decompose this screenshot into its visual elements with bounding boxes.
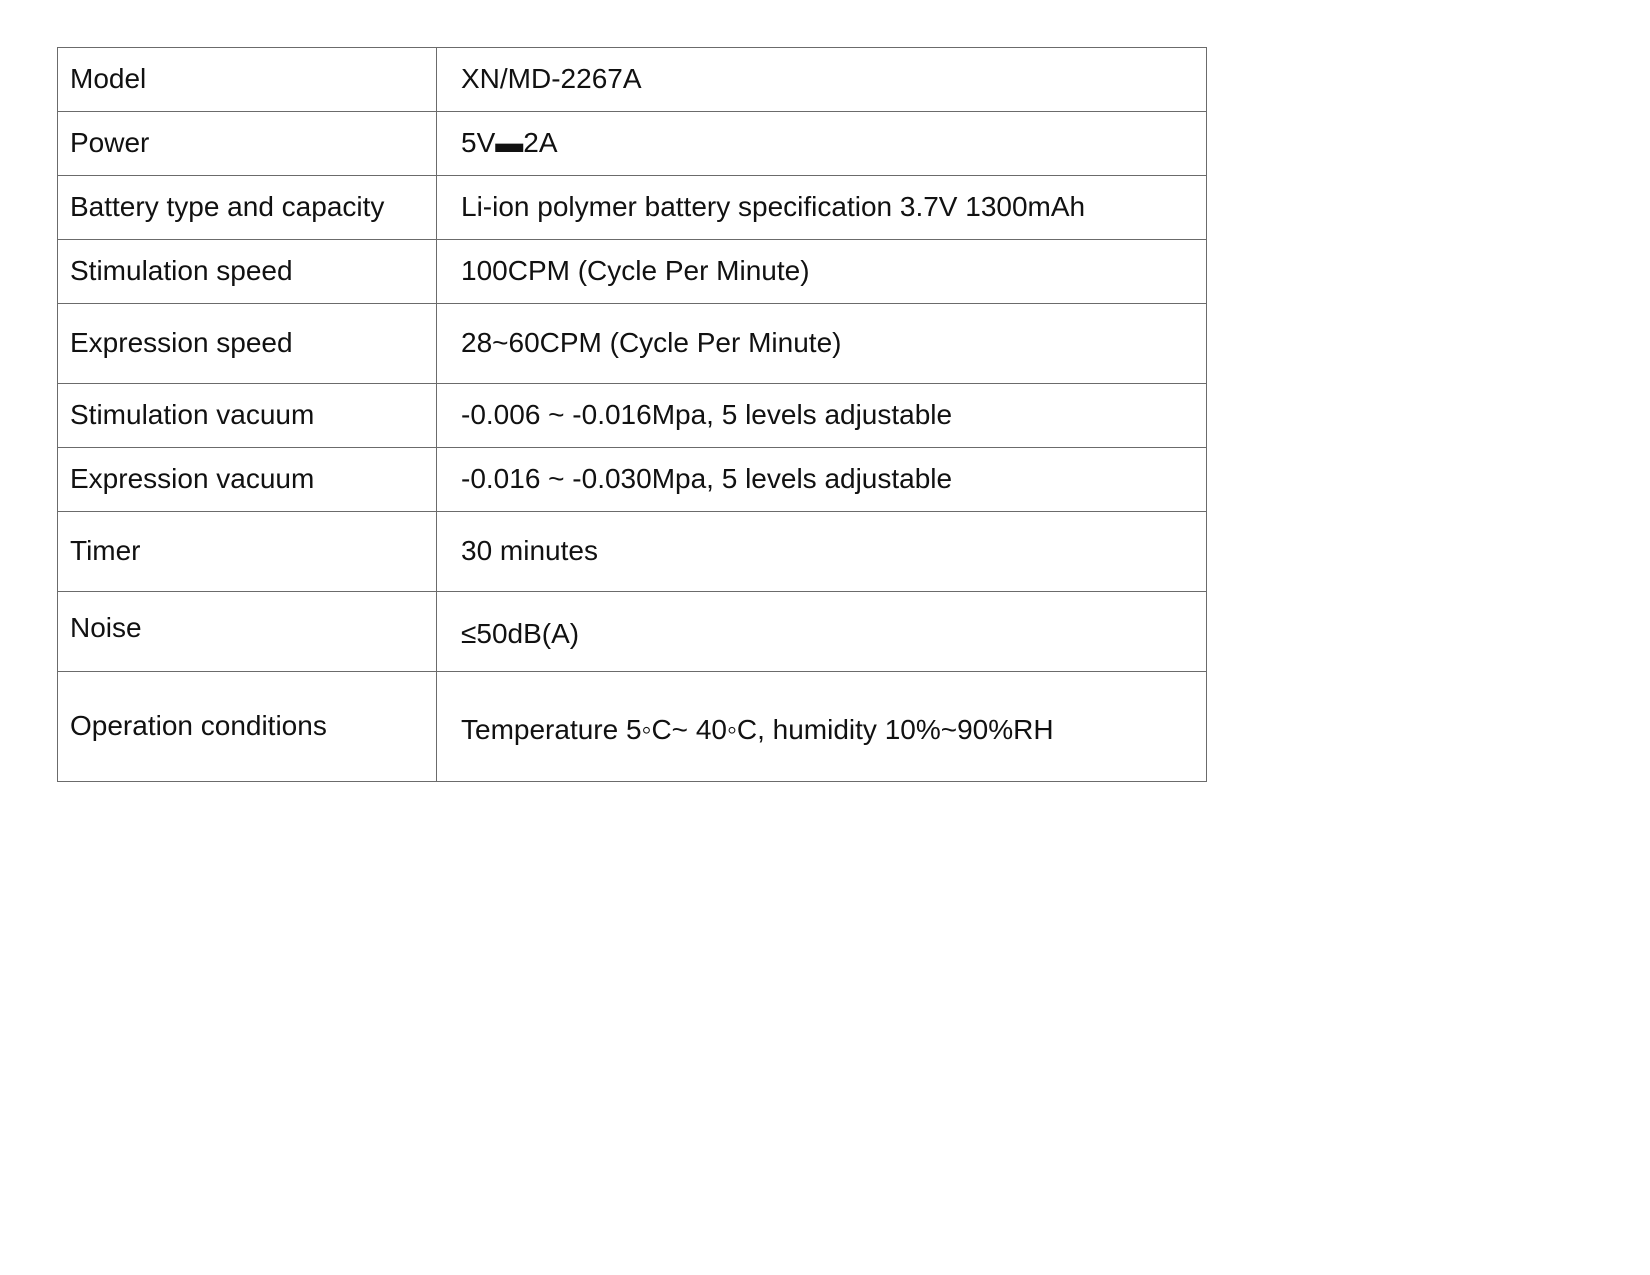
spec-value: 5V▬2A [437, 112, 1207, 176]
spec-label: Timer [58, 512, 437, 592]
spec-value: 100CPM (Cycle Per Minute) [437, 240, 1207, 304]
spec-value: XN/MD-2267A [437, 48, 1207, 112]
table-row [58, 512, 1207, 592]
spec-label: Expression vacuum [58, 448, 437, 512]
spec-label: Power [58, 112, 437, 176]
spec-label: Expression speed [58, 304, 437, 384]
table-row [58, 672, 1207, 782]
spec-label: Stimulation speed [58, 240, 437, 304]
spec-label: Model [58, 48, 437, 112]
spec-label: Noise [58, 592, 437, 672]
table-row [58, 176, 1207, 240]
table-row [58, 112, 1207, 176]
table-row [58, 304, 1207, 384]
table-row [58, 240, 1207, 304]
spec-value: -0.006 ~ -0.016Mpa, 5 levels adjustable [437, 384, 1207, 448]
spec-value: Temperature 5◦C~ 40◦C, humidity 10%~90%RH [437, 672, 1207, 782]
spec-value: 28~60CPM (Cycle Per Minute) [437, 304, 1207, 384]
table-row [58, 48, 1207, 112]
spec-value: Li-ion polymer battery specification 3.7V 1300mAh [437, 176, 1207, 240]
spec-label: Stimulation vacuum [58, 384, 437, 448]
spec-label: Operation conditions [58, 672, 437, 782]
table-row [58, 592, 1207, 672]
spec-label: Battery type and capacity [58, 176, 437, 240]
spec-value: 30 minutes [437, 512, 1207, 592]
specification-table [57, 47, 1207, 782]
table-row [58, 384, 1207, 448]
spec-value: ≤50dB(A) [437, 592, 1207, 672]
table-row [58, 448, 1207, 512]
spec-value: -0.016 ~ -0.030Mpa, 5 levels adjustable [437, 448, 1207, 512]
